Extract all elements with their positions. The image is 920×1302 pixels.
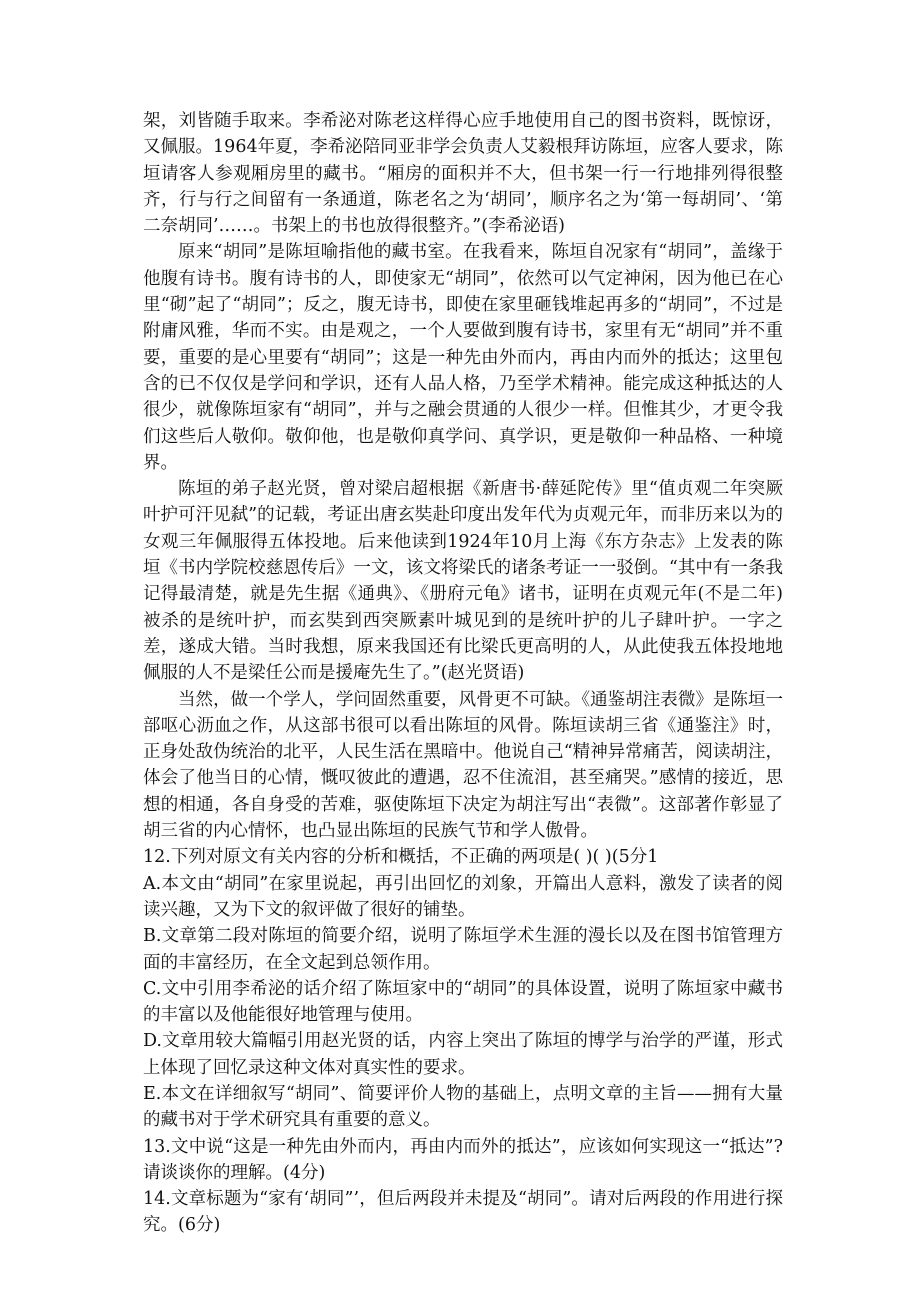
option-b: B.文章第二段对陈垣的简要介绍，说明了陈垣学术生涯的漫长以及在图书馆管理方面的丰富经历，在全文起到总领作用。 [143,926,783,973]
option-d: D.文章用较大篇幅引用赵光贤的话，内容上突出了陈垣的博学与治学的严谨，形式上体现了回忆录这种文体对真实性的要求。 [143,1031,783,1078]
paragraph-li-ximi-quote: 架，刘皆随手取来。李希泌对陈老这样得心应手地使用自己的图书资料，既惊讶，又佩服。1964年夏，李希泌陪同亚非学会负责人艾毅根拜访陈垣，应客人要求，陈垣请客人参观厢房里的藏书。“厢房的面积并不大，但书架一行一行地排列得很整齐，行与行之间留有一条通道，陈老名之为‘胡同’，顺序名之为‘第一每胡同’、‘第二奈胡同’……。书架上的书也放得很整齐。”(李希泌语) [143,111,783,237]
option-c: C.文中引用李希泌的话介绍了陈垣家中的“胡同”的具体设置，说明了陈垣家中藏书的丰富以及他能很好地管理与使用。 [143,978,783,1026]
paragraph-fenggu: 当然，做一个学人，学问固然重要，风骨更不可缺。《通鉴胡注表微》是陈垣一部呕心沥血之作，从这部书很可以看出陈垣的风骨。陈垣读胡三省《通鉴注》时，正身处敌伪统治的北平，人民生活在黑暗中。他说自己“精神异常痛苦，阅读胡注，体会了他当日的心情，慨叹彼此的遭遇，忍不住流泪，甚至痛哭。”感情的接近，思想的相通，各自身受的苦难，驱使陈垣下决定为胡注写出“表微”。这部著作彰显了胡三省的内心情怀，也凸显出陈垣的民族气节和学人傲骨。 [143,689,783,842]
paragraph-zhao-guangxian-quote: 陈垣的弟子赵光贤，曾对梁启超根据《新唐书·薛延陀传》里“值贞观二年突厥叶护可汗见弑”的记载，考证出唐玄奘赴印度出发年代为贞观元年，而非历来以为的女观三年佩服得五体投地。后来他读到1924年10月上海《东方杂志》上发表的陈垣《书内学院校慈恩传后》一文，该文将梁氏的诸条考证一一驳倒。“其中有一条我记得最清楚，就是先生据《通典》、《册府元龟》诸书，证明在贞观元年(不是二年)被杀的是统叶护，而玄奘到西突厥素叶城见到的是统叶护的儿子肆叶护。一字之差，遂成大错。当时我想，原来我国还有比梁氏更高明的人，从此使我五体投地地佩服的人不是梁任公而是援庵先生了。”(赵光贤语) [143,479,783,684]
option-a: A.本文由“胡同”在家里说起，再引出回忆的刘象，开篇出人意料，激发了读者的阅读兴趣，又为下文的叙评做了很好的铺垫。 [143,873,783,920]
paragraph-hutong-meaning: 原来“胡同”是陈垣喻指他的藏书室。在我看来，陈垣自况家有“胡同”，盖缘于他腹有诗书。腹有诗书的人，即使家无“胡同”，依然可以气定神闲，因为他已在心里“砌”起了“胡同”；反之，腹无诗书，即使在家里砸钱堆起再多的“胡同”，不过是附庸风雅，华而不实。由是观之，一个人要做到腹有诗书，家里有无“胡同”并不重要，重要的是心里要有“胡同”；这是一种先由外而内，再由内而外的抵达；这里包含的已不仅仅是学问和学识，还有人品人格，乃至学术精神。能完成这种抵达的人很少，就像陈垣家有“胡同”，并与之融会贯通的人很少一样。但惟其少，才更令我们这些后人敬仰。敬仰他，也是敬仰真学问、真学识，更是敬仰一种品格、一种境界。 [143,242,783,473]
document-page [143,108,783,1239]
question-14: 14.文章标题为“家有‘胡同”’，但后两段并未提及“胡同”。请对后两段的作用进行探究。(6分) [143,1189,783,1236]
option-e: E.本文在详细叙写“胡同”、简要评价人物的基础上，点明文章的主旨——拥有大量的藏书对于学术研究具有重要的意义。 [143,1083,783,1131]
question-13: 13.文中说“这是一种先由外而内，再由内而外的抵达”，应该如何实现这一“抵达”?请谈谈你的理解。(4分) [143,1136,783,1183]
question-12: 12.下列对原文有关内容的分析和概括，不正确的两项是( )( )(5分1 [143,847,659,868]
